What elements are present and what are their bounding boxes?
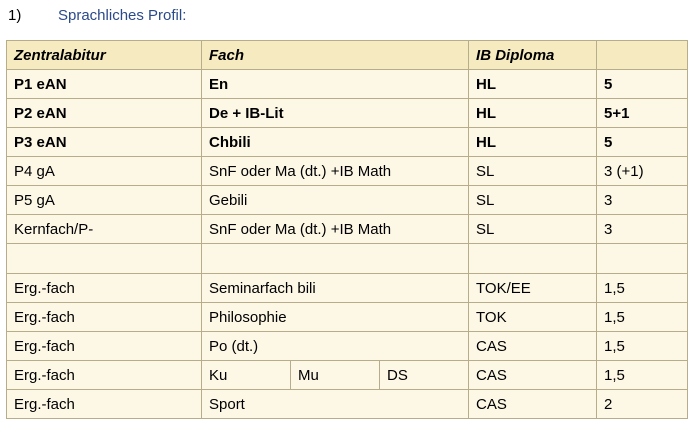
table-row: [7, 128, 688, 157]
section-title: Sprachliches Profil:: [58, 7, 187, 24]
cell-ib-level: TOK: [469, 303, 597, 332]
cell-points: [597, 244, 688, 274]
cell-fach: Po (dt.): [202, 332, 469, 361]
cell-zentralabitur: P1 eAN: [7, 70, 202, 99]
table-row: [7, 274, 688, 303]
cell-points: 1,5: [597, 303, 688, 332]
cell-points: 1,5: [597, 274, 688, 303]
cell-zentralabitur: P4 gA: [7, 157, 202, 186]
column-header-ib-diploma: IB Diploma: [469, 41, 597, 70]
cell-points: 3: [597, 215, 688, 244]
cell-zentralabitur: [7, 244, 202, 274]
cell-fach: Sport: [202, 390, 469, 419]
cell-zentralabitur: Kernfach/P-: [7, 215, 202, 244]
table-row: [7, 157, 688, 186]
cell-fach: SnF oder Ma (dt.) +IB Math: [202, 157, 469, 186]
table-row: [7, 186, 688, 215]
cell-fach: Gebili: [202, 186, 469, 215]
section-number: 1): [8, 7, 22, 24]
cell-ib-level: CAS: [469, 332, 597, 361]
cell-fach-option-ds: DS: [380, 361, 469, 390]
table-header-row: [7, 41, 688, 70]
table-row: [7, 303, 688, 332]
cell-zentralabitur: Erg.-fach: [7, 332, 202, 361]
cell-ib-level: SL: [469, 186, 597, 215]
cell-fach: Seminarfach bili: [202, 274, 469, 303]
table-row: [7, 99, 688, 128]
cell-points: 5: [597, 70, 688, 99]
cell-fach: SnF oder Ma (dt.) +IB Math: [202, 215, 469, 244]
table-row: [7, 332, 688, 361]
cell-zentralabitur: P3 eAN: [7, 128, 202, 157]
cell-fach: Chbili: [202, 128, 469, 157]
cell-ib-level: HL: [469, 128, 597, 157]
profile-table: [6, 40, 688, 419]
cell-ib-level: SL: [469, 215, 597, 244]
cell-zentralabitur: Erg.-fach: [7, 274, 202, 303]
cell-zentralabitur: P2 eAN: [7, 99, 202, 128]
cell-fach: De + IB-Lit: [202, 99, 469, 128]
cell-ib-level: HL: [469, 70, 597, 99]
cell-fach: Philosophie: [202, 303, 469, 332]
cell-points: 1,5: [597, 361, 688, 390]
cell-ib-level: SL: [469, 157, 597, 186]
table-row-empty: [7, 244, 688, 274]
cell-zentralabitur: Erg.-fach: [7, 390, 202, 419]
cell-ib-level: TOK/EE: [469, 274, 597, 303]
section-heading: [8, 6, 186, 26]
cell-zentralabitur: Erg.-fach: [7, 361, 202, 390]
cell-zentralabitur: Erg.-fach: [7, 303, 202, 332]
cell-ib-level: CAS: [469, 390, 597, 419]
cell-points: 3 (+1): [597, 157, 688, 186]
cell-ib-level: HL: [469, 99, 597, 128]
cell-points: 5: [597, 128, 688, 157]
cell-fach-option-ku: Ku: [202, 361, 291, 390]
table-row: [7, 390, 688, 419]
cell-points: 3: [597, 186, 688, 215]
column-header-zentralabitur: Zentralabitur: [7, 41, 202, 70]
cell-fach: En: [202, 70, 469, 99]
column-header-points: [597, 41, 688, 70]
cell-zentralabitur: P5 gA: [7, 186, 202, 215]
column-header-fach: Fach: [202, 41, 469, 70]
cell-fach-option-mu: Mu: [291, 361, 380, 390]
cell-ib-level: [469, 244, 597, 274]
table-row: [7, 361, 688, 390]
cell-ib-level: CAS: [469, 361, 597, 390]
cell-points: 1,5: [597, 332, 688, 361]
table-row: [7, 215, 688, 244]
cell-points: 5+1: [597, 99, 688, 128]
cell-fach: [202, 244, 469, 274]
table-row: [7, 70, 688, 99]
cell-points: 2: [597, 390, 688, 419]
